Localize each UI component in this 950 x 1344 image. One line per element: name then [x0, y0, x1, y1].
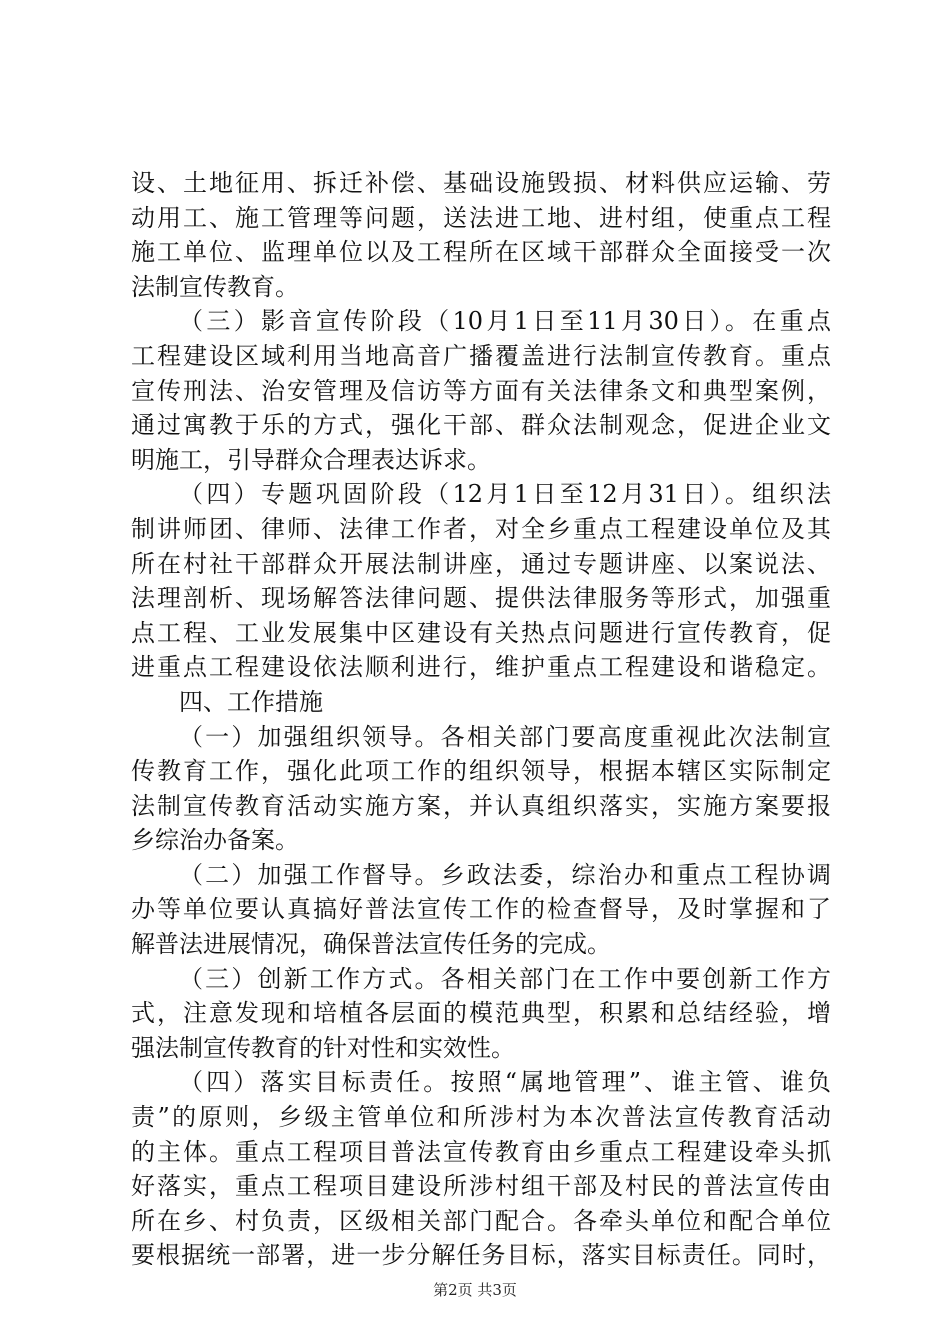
page-number-label: 第2页 共3页 — [433, 1281, 517, 1299]
text-line: 法制宣传教育活动实施方案，并认真组织落实，实施方案要报 — [131, 791, 831, 820]
text-line: 好落实，重点工程项目建设所涉村组干部及村民的普法宣传由 — [131, 1172, 831, 1201]
text-line: 强法制宣传教育的针对性和实效性。 — [131, 1033, 515, 1062]
text-line: 进重点工程建设依法顺利进行，维护重点工程建设和谐稳定。 — [131, 653, 831, 682]
text-line: 施工单位、监理单位以及工程所在区域干部群众全面接受一次 — [131, 238, 831, 267]
text-line: 的主体。重点工程项目普法宣传教育由乡重点工程建设牵头抓 — [131, 1137, 831, 1166]
text-line: （一）加强组织领导。各相关部门要高度重视此次法制宣 — [179, 722, 831, 751]
text-line: 传教育工作，强化此项工作的组织领导，根据本辖区实际制定 — [131, 757, 831, 786]
text-line: 法制宣传教育。 — [131, 272, 299, 301]
text-line: 明施工，引导群众合理表达诉求。 — [131, 445, 491, 474]
text-line: 设、土地征用、拆迁补偿、基础设施毁损、材料供应运输、劳 — [131, 169, 831, 197]
text-line: （四）落实目标责任。按照“属地管理”、谁主管、谁负 — [179, 1068, 831, 1097]
text-line: （三）影音宣传阶段（10月1日至11月30日）。在重点 — [179, 307, 831, 336]
text-line: 要根据统一部署，进一步分解任务目标，落实目标责任。同时， — [131, 1241, 831, 1270]
section-heading: 四、工作措施 — [179, 687, 323, 716]
text-line: 办等单位要认真搞好普法宣传工作的检查督导，及时掌握和了 — [131, 895, 831, 924]
text-line: 工程建设区域利用当地高音广播覆盖进行法制宣传教育。重点 — [131, 341, 831, 370]
text-line: 点工程、工业发展集中区建设有关热点问题进行宣传教育，促 — [131, 618, 831, 647]
text-line: 式，注意发现和培植各层面的模范典型，积累和总结经验，增 — [131, 999, 831, 1028]
text-line: 所在村社干部群众开展法制讲座，通过专题讲座、以案说法、 — [131, 549, 831, 578]
text-line: （四）专题巩固阶段（12月1日至12月31日）。组织法 — [179, 480, 831, 509]
text-line: 宣传刑法、治安管理及信访等方面有关法律条文和典型案例， — [131, 376, 831, 405]
document-body — [131, 166, 831, 1273]
text-line: 通过寓教于乐的方式，强化干部、群众法制观念，促进企业文 — [131, 411, 831, 440]
text-line: 制讲师团、律师、法律工作者，对全乡重点工程建设单位及其 — [131, 514, 831, 543]
text-line: 解普法进展情况，确保普法宣传任务的完成。 — [131, 930, 611, 959]
text-line: 乡综治办备案。 — [131, 826, 299, 855]
text-line: （三）创新工作方式。各相关部门在工作中要创新工作方 — [179, 964, 831, 993]
text-line: 动用工、施工管理等问题，送法进工地、进村组，使重点工程 — [131, 203, 831, 232]
page-footer — [0, 1280, 950, 1300]
text-line: （二）加强工作督导。乡政法委，综治办和重点工程协调 — [179, 860, 831, 889]
text-line: 法理剖析、现场解答法律问题、提供法律服务等形式，加强重 — [131, 584, 831, 613]
text-line: 所在乡、村负责，区级相关部门配合。各牵头单位和配合单位 — [131, 1206, 831, 1235]
text-line: 责”的原则，乡级主管单位和所涉村为本次普法宣传教育活动 — [131, 1103, 831, 1132]
